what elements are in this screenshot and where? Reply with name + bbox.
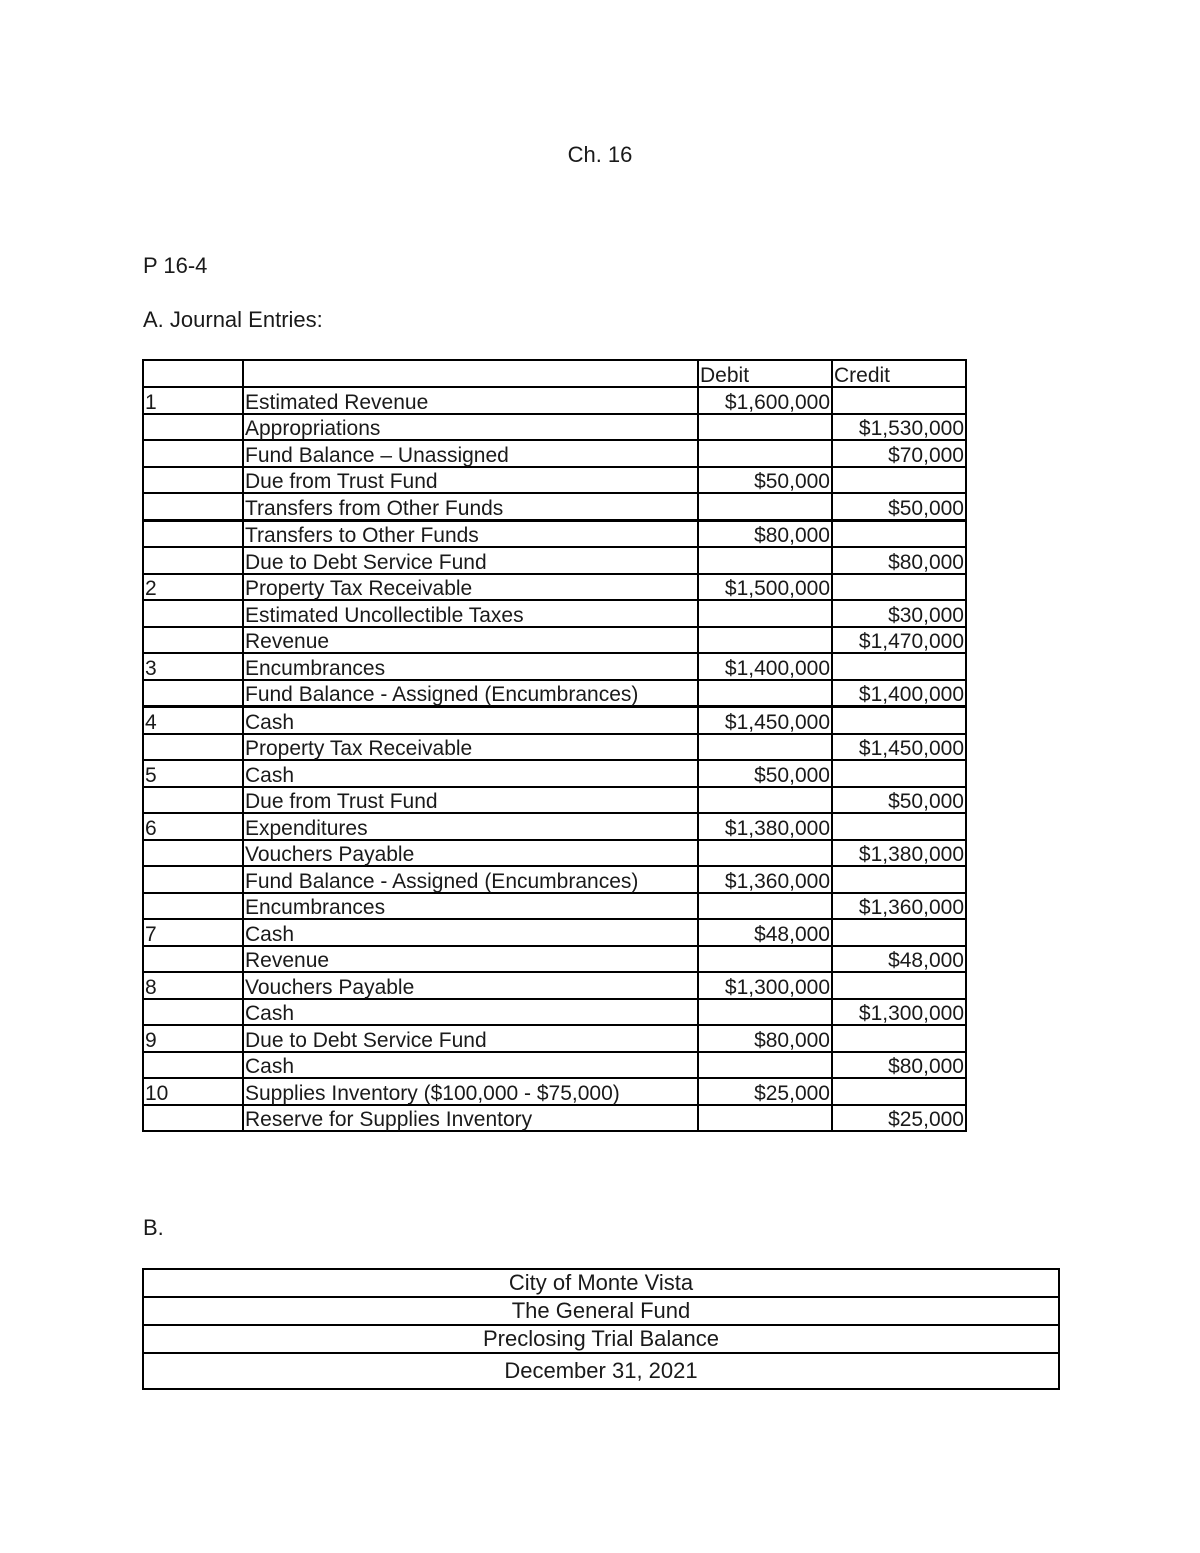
credit-amount: $1,450,000 — [832, 734, 966, 761]
account-name: Estimated Uncollectible Taxes — [243, 600, 698, 627]
account-name: Vouchers Payable — [243, 840, 698, 867]
journal-row — [143, 467, 966, 494]
debit-amount — [698, 493, 832, 520]
account-name: Due to Debt Service Fund — [243, 1025, 698, 1052]
entry-number — [143, 493, 243, 520]
entry-number — [143, 866, 243, 893]
account-name: Transfers from Other Funds — [243, 493, 698, 520]
header-account — [243, 360, 698, 387]
debit-amount — [698, 893, 832, 920]
account-name: Due from Trust Fund — [243, 787, 698, 814]
statement-date: December 31, 2021 — [143, 1353, 1059, 1389]
debit-amount — [698, 1105, 832, 1132]
account-name: Encumbrances — [243, 893, 698, 920]
account-name: Property Tax Receivable — [243, 574, 698, 601]
journal-row — [143, 547, 966, 574]
journal-row — [143, 387, 966, 414]
debit-amount — [698, 547, 832, 574]
journal-row — [143, 520, 966, 547]
debit-amount — [698, 840, 832, 867]
journal-row — [143, 1025, 966, 1052]
debit-amount — [698, 440, 832, 467]
journal-row — [143, 707, 966, 734]
debit-amount — [698, 946, 832, 973]
account-name: Fund Balance – Unassigned — [243, 440, 698, 467]
credit-amount — [832, 707, 966, 734]
debit-amount: $1,400,000 — [698, 653, 832, 680]
credit-amount: $1,300,000 — [832, 999, 966, 1026]
entry-number: 2 — [143, 574, 243, 601]
entry-number — [143, 600, 243, 627]
entry-number — [143, 840, 243, 867]
entry-number — [143, 999, 243, 1026]
header-credit: Credit — [832, 360, 966, 387]
credit-amount: $1,470,000 — [832, 627, 966, 654]
account-name: Cash — [243, 707, 698, 734]
journal-row — [143, 760, 966, 787]
debit-amount: $80,000 — [698, 1025, 832, 1052]
debit-amount: $1,600,000 — [698, 387, 832, 414]
debit-amount: $50,000 — [698, 467, 832, 494]
debit-amount: $1,300,000 — [698, 972, 832, 999]
entry-number: 4 — [143, 707, 243, 734]
debit-amount: $1,360,000 — [698, 866, 832, 893]
entity-name: City of Monte Vista — [143, 1269, 1059, 1297]
journal-row — [143, 999, 966, 1026]
debit-amount: $25,000 — [698, 1078, 832, 1105]
journal-row — [143, 893, 966, 920]
credit-amount — [832, 387, 966, 414]
credit-amount — [832, 919, 966, 946]
debit-amount: $50,000 — [698, 760, 832, 787]
credit-amount — [832, 520, 966, 547]
part-a-heading: A. Journal Entries: — [143, 307, 323, 332]
entry-number — [143, 680, 243, 707]
entry-number — [143, 893, 243, 920]
entry-number — [143, 440, 243, 467]
credit-amount — [832, 1078, 966, 1105]
credit-amount — [832, 574, 966, 601]
debit-amount — [698, 734, 832, 761]
credit-amount: $80,000 — [832, 547, 966, 574]
account-name: Cash — [243, 760, 698, 787]
entry-number: 7 — [143, 919, 243, 946]
account-name: Cash — [243, 919, 698, 946]
header-entry-no — [143, 360, 243, 387]
credit-amount: $50,000 — [832, 787, 966, 814]
entry-number: 5 — [143, 760, 243, 787]
debit-amount — [698, 999, 832, 1026]
debit-amount: $1,380,000 — [698, 813, 832, 840]
account-name: Revenue — [243, 627, 698, 654]
journal-row — [143, 440, 966, 467]
journal-row — [143, 919, 966, 946]
problem-number: P 16-4 — [143, 253, 208, 278]
credit-amount — [832, 972, 966, 999]
entry-number: 8 — [143, 972, 243, 999]
account-name: Due to Debt Service Fund — [243, 547, 698, 574]
account-name: Due from Trust Fund — [243, 467, 698, 494]
entry-number: 3 — [143, 653, 243, 680]
credit-amount — [832, 813, 966, 840]
entry-number — [143, 1052, 243, 1079]
credit-amount: $1,530,000 — [832, 414, 966, 441]
journal-row — [143, 627, 966, 654]
chapter-title: Ch. 16 — [567, 142, 633, 167]
fund-name: The General Fund — [143, 1297, 1059, 1325]
account-name: Transfers to Other Funds — [243, 520, 698, 547]
account-name: Fund Balance - Assigned (Encumbrances) — [243, 680, 698, 707]
credit-amount: $48,000 — [832, 946, 966, 973]
journal-row — [143, 653, 966, 680]
journal-row — [143, 734, 966, 761]
account-name: Expenditures — [243, 813, 698, 840]
account-name: Property Tax Receivable — [243, 734, 698, 761]
account-name: Supplies Inventory ($100,000 - $75,000) — [243, 1078, 698, 1105]
debit-amount: $1,450,000 — [698, 707, 832, 734]
credit-amount — [832, 1025, 966, 1052]
credit-amount: $80,000 — [832, 1052, 966, 1079]
debit-amount: $80,000 — [698, 520, 832, 547]
debit-amount: $1,500,000 — [698, 574, 832, 601]
trial-balance-header — [142, 1268, 1060, 1390]
credit-amount: $25,000 — [832, 1105, 966, 1132]
journal-row — [143, 574, 966, 601]
entry-number — [143, 1105, 243, 1132]
entry-number — [143, 627, 243, 654]
debit-amount — [698, 414, 832, 441]
credit-amount: $70,000 — [832, 440, 966, 467]
entry-number — [143, 520, 243, 547]
journal-row — [143, 1052, 966, 1079]
credit-amount: $1,360,000 — [832, 893, 966, 920]
entry-number: 1 — [143, 387, 243, 414]
credit-amount: $50,000 — [832, 493, 966, 520]
journal-row — [143, 946, 966, 973]
journal-row — [143, 787, 966, 814]
account-name: Vouchers Payable — [243, 972, 698, 999]
journal-header-row — [143, 360, 966, 387]
credit-amount — [832, 653, 966, 680]
debit-amount — [698, 627, 832, 654]
debit-amount — [698, 680, 832, 707]
account-name: Encumbrances — [243, 653, 698, 680]
entry-number — [143, 414, 243, 441]
credit-amount — [832, 467, 966, 494]
journal-row — [143, 813, 966, 840]
account-name: Cash — [243, 1052, 698, 1079]
credit-amount — [832, 866, 966, 893]
statement-name: Preclosing Trial Balance — [143, 1325, 1059, 1353]
credit-amount: $1,380,000 — [832, 840, 966, 867]
entry-number — [143, 734, 243, 761]
debit-amount — [698, 787, 832, 814]
debit-amount: $48,000 — [698, 919, 832, 946]
journal-row — [143, 493, 966, 520]
credit-amount: $1,400,000 — [832, 680, 966, 707]
entry-number — [143, 946, 243, 973]
credit-amount: $30,000 — [832, 600, 966, 627]
credit-amount — [832, 760, 966, 787]
journal-row — [143, 866, 966, 893]
account-name: Estimated Revenue — [243, 387, 698, 414]
entry-number: 10 — [143, 1078, 243, 1105]
part-b-heading: B. — [143, 1215, 164, 1240]
debit-amount — [698, 600, 832, 627]
journal-row — [143, 840, 966, 867]
debit-amount — [698, 1052, 832, 1079]
journal-body — [143, 360, 966, 1131]
account-name: Revenue — [243, 946, 698, 973]
journal-row — [143, 972, 966, 999]
entry-number — [143, 547, 243, 574]
journal-row — [143, 600, 966, 627]
account-name: Cash — [243, 999, 698, 1026]
entry-number — [143, 467, 243, 494]
entry-number: 9 — [143, 1025, 243, 1052]
entry-number — [143, 787, 243, 814]
journal-row — [143, 680, 966, 707]
journal-entries-table — [142, 359, 967, 1132]
journal-row — [143, 414, 966, 441]
journal-row — [143, 1078, 966, 1105]
entry-number: 6 — [143, 813, 243, 840]
account-name: Fund Balance - Assigned (Encumbrances) — [243, 866, 698, 893]
account-name: Reserve for Supplies Inventory — [243, 1105, 698, 1132]
journal-row — [143, 1105, 966, 1132]
header-debit: Debit — [698, 360, 832, 387]
account-name: Appropriations — [243, 414, 698, 441]
